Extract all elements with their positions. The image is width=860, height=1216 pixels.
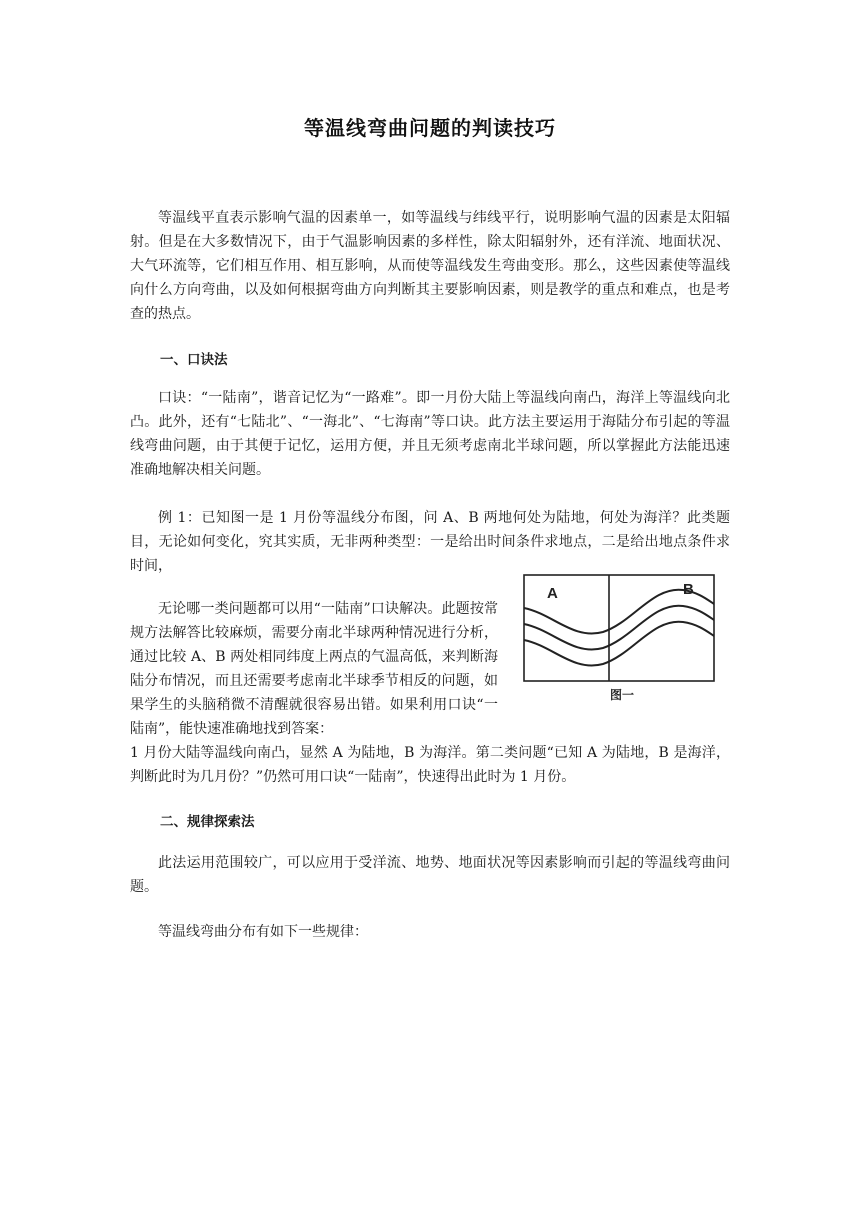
intro-paragraph: 等温线平直表示影响气温的因素单一，如等温线与纬线平行，说明影响气温的因素是太阳辐射。但是在大多数情况下，由于气温影响因素的多样性，除太阳辐射外，还有洋流、地面状况、大气环流等，它们相互作用、相互影响，从而使等温线发生弯曲变形。那么，这些因素使等温线向什么方向弯曲，以及如何根据弯曲方向判断其主要影响因素，则是教学的重点和难点，也是考查的热点。 [130,210,730,322]
mnemonic-paragraph: 口诀：“一陆南”，谐音记忆为“一路难”。即一月份大陆上等温线向南凸，海洋上等温线向北凸。此外，还有“七陆北”、“一海北”、“七海南”等口诀。此方法主要运用于海陆分布引起的等温线弯曲问题，由于其便于记忆，运用方便，并且无须考虑南北半球问题，所以掌握此方法能迅速准确地解决相关问题。 [130,390,730,478]
isotherm-line-2 [524,606,714,650]
figure-label-b: B [683,581,694,598]
figure-caption: 图一 [610,688,635,702]
explanation-paragraph-continued: 1 月份大陆等温线向南凸，显然 A 为陆地，B 为海洋。第二类问题“已知 A 为陆地，B 是海洋，判断此时为几月份？”仍然可用口诀“一陆南”，快速得出此时为 1 月份。 [130,745,730,785]
isotherm-line-3 [524,622,714,666]
isotherm-diagram [523,574,715,684]
rule-list-intro: 等温线弯曲分布有如下一些规律： [158,924,368,940]
rule-paragraph: 此法运用范围较广，可以应用于受洋流、地势、地面状况等因素影响而引起的等温线弯曲问题。 [130,855,730,895]
figure-label-a: A [547,585,558,602]
isotherm-figure [523,574,715,704]
example-paragraph: 例 1：已知图一是 1 月份等温线分布图，问 A、B 两地何处为陆地，何处为海洋？此类题目，无论如何变化，究其实质，无非两种类型：一是给出时间条件求地点，二是给出地点条件求时间， [130,510,730,574]
explanation-paragraph-left: 无论哪一类问题都可以用“一陆南”口诀解决。此题按常规方法解答比较麻烦，需要分南北半球两种情况进行分析，通过比较 A、B 两处相同纬度上两点的气温高低，来判断海陆分布情况，而且还需要考虑南北半球季节相反的问题，如果学生的头脑稍微不清醒就很容易出错。如果利用口诀“一陆南”，能快速准确地找到答案： [130,601,498,737]
section-heading-rule: 二、规律探索法 [160,814,255,830]
section-heading-mnemonic: 一、口诀法 [160,352,228,368]
page-title: 等温线弯曲问题的判读技巧 [304,116,556,140]
